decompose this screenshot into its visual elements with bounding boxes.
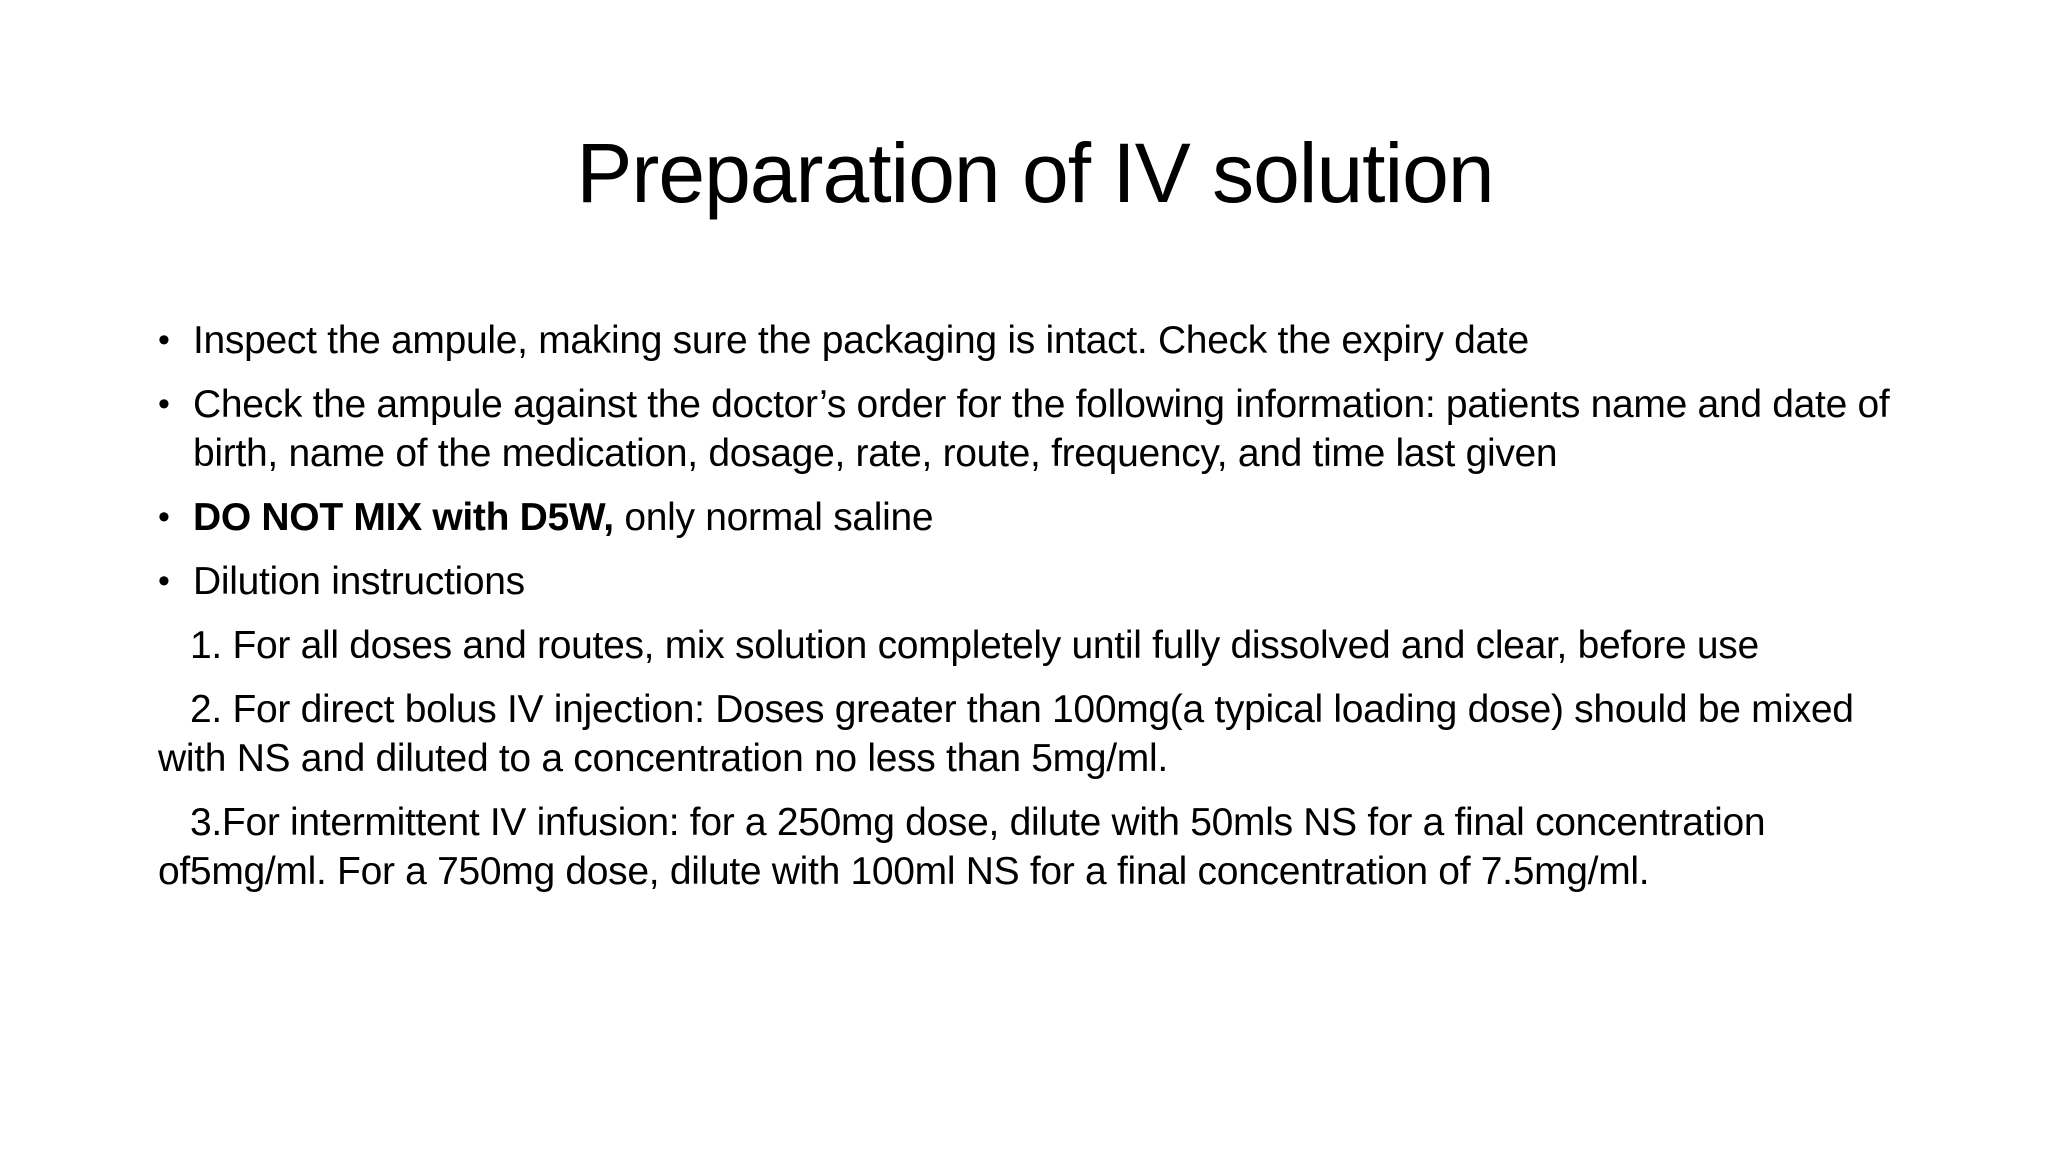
bullet-text xyxy=(193,319,1529,362)
step-text: 1. For all doses and routes, mix solution completely until fully dissolved and clear, before use xyxy=(190,624,1759,667)
bullet-icon: • xyxy=(158,562,170,600)
bullet-icon: • xyxy=(158,321,170,359)
bullet-text xyxy=(193,383,1889,475)
bullet-icon: • xyxy=(158,385,170,423)
bullet-text xyxy=(193,496,933,539)
bullet-item xyxy=(158,380,1918,478)
bullet-plain-text: Dilution instructions xyxy=(193,560,525,603)
bullet-item xyxy=(158,493,1918,542)
bullet-plain-text: Check the ampule against the doctor’s order for the following information: patients name and date of birth, name of the medication, dosage, rate, route, frequency, and time last given xyxy=(193,383,1890,475)
bullet-text xyxy=(193,560,525,603)
slide-body xyxy=(158,316,1918,911)
numbered-step xyxy=(158,685,1918,783)
numbered-step xyxy=(158,798,1918,896)
bullet-item xyxy=(158,557,1918,606)
bullet-plain-text: only normal saline xyxy=(613,496,934,539)
bullet-icon: • xyxy=(158,498,170,536)
slide-title: Preparation of IV solution xyxy=(576,126,1494,220)
bullet-plain-text: Inspect the ampule, making sure the packaging is intact. Check the expiry date xyxy=(193,319,1529,362)
numbered-step xyxy=(158,621,1918,670)
step-text: 3.For intermittent IV infusion: for a 250mg dose, dilute with 50mls NS for a final concentration of5mg/ml. For a 750mg dose, dilute with 100ml NS for a final concentration of 7.5mg/ml. xyxy=(158,801,1766,893)
step-text: 2. For direct bolus IV injection: Doses greater than 100mg(a typical loading dose) should be mixed with NS and diluted to a concentration no less than 5mg/ml. xyxy=(158,688,1854,780)
bullet-item xyxy=(158,316,1918,365)
bullet-bold-text: DO NOT MIX with D5W, xyxy=(193,496,614,539)
